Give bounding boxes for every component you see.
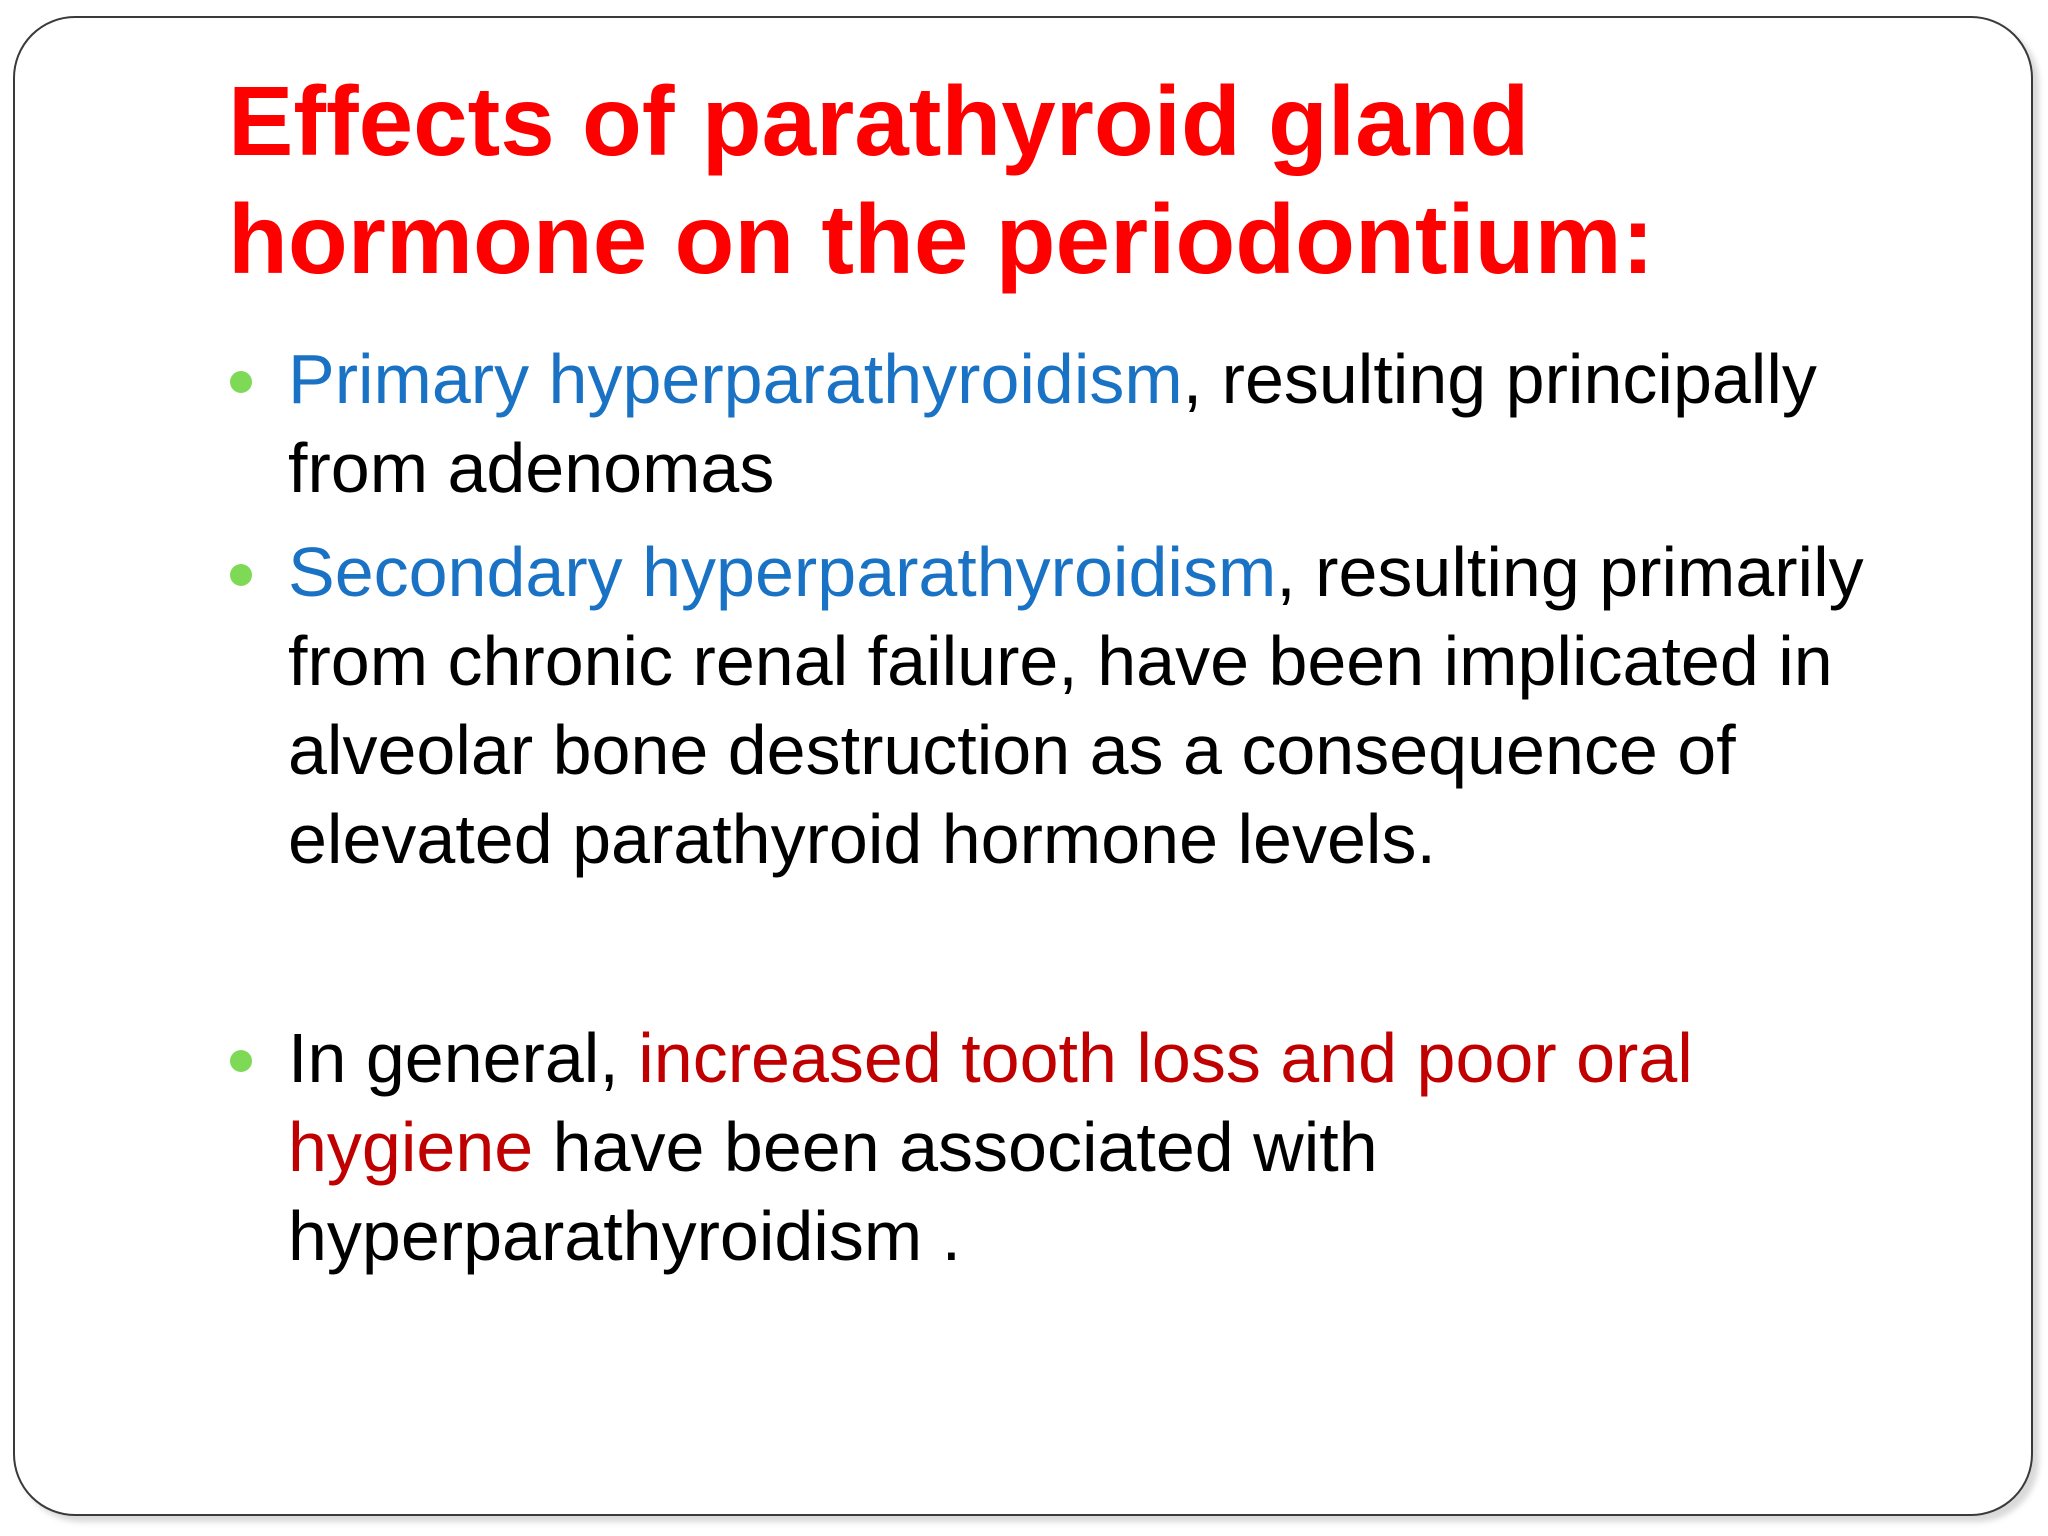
bullet-lead-text: In general, <box>288 1019 639 1097</box>
bullet-text: , resulting primarily from chronic renal failure, have been implicated in alveolar bone destruction as a consequence of elevated parathyroid hormone levels. <box>288 533 1864 878</box>
bullet-emphasis: increased tooth loss and poor oral hygiene <box>288 1019 1693 1186</box>
bullet-text: have been associated with hyperparathyroidism . <box>288 1108 1378 1275</box>
bullet-highlight: Primary hyperparathyroidism <box>288 340 1183 418</box>
bullet-item-general <box>228 1014 1928 1281</box>
bullet-dot-icon <box>230 1050 252 1072</box>
bullet-dot-icon <box>230 371 252 393</box>
slide-title: Effects of parathyroid gland hormone on the periodontium: <box>228 66 1655 294</box>
bullet-list <box>228 335 1928 1281</box>
bullet-highlight: Secondary hyperparathyroidism <box>288 533 1277 611</box>
bullet-item-primary <box>228 335 1928 513</box>
bullet-dot-icon <box>230 564 252 586</box>
bullet-text: , resulting principally from adenomas <box>288 340 1817 507</box>
bullet-item-secondary <box>228 528 1928 884</box>
